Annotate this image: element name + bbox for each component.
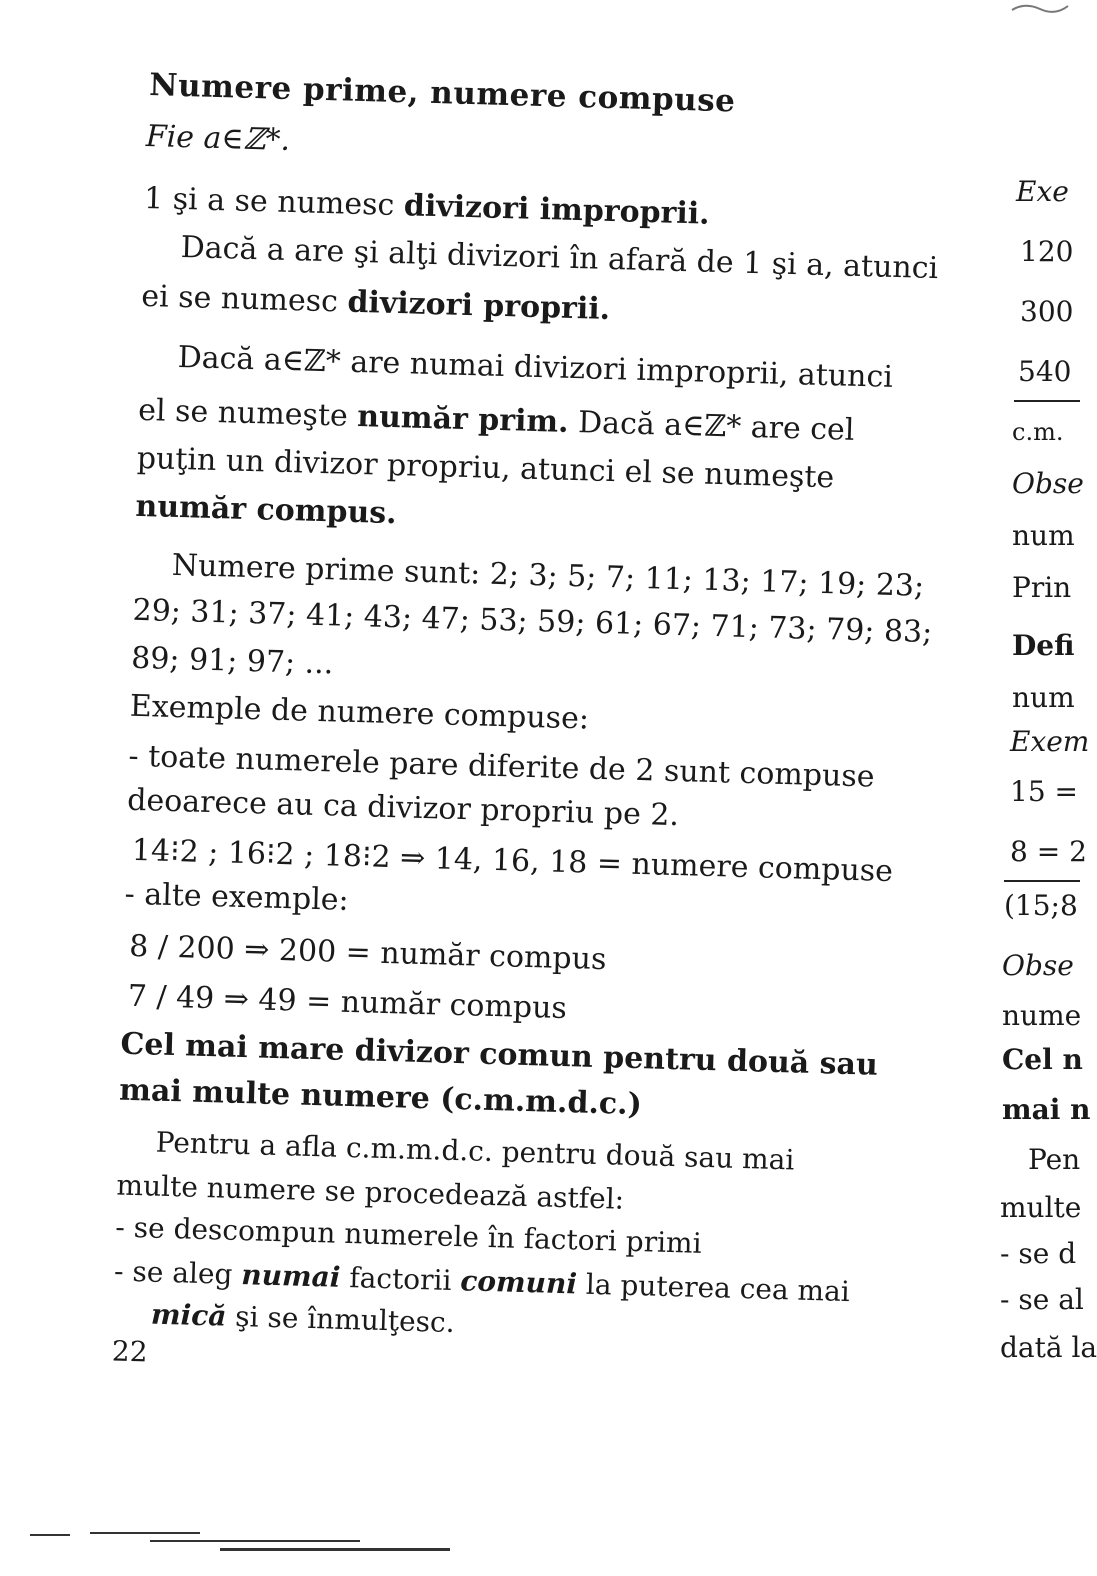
smudge-shape (1010, 0, 1070, 16)
gcd-step-2-cont: mică şi se înmulţesc. (150, 1297, 456, 1340)
page-number: 22 (111, 1334, 149, 1369)
section-title: Numere prime, numere compuse (148, 67, 736, 120)
right-page-fragment (1000, 0, 1097, 1576)
right-line: Prin (1012, 571, 1072, 604)
right-line: Obse (1012, 467, 1084, 500)
right-line: Defi (1012, 629, 1075, 662)
gcd-step-1: - se descompun numerele în factori primi (114, 1210, 702, 1260)
example-200: 8 / 200 ⇒ 200 = număr compus (128, 928, 607, 978)
proper-divisors-term: divizori proprii. (346, 284, 611, 327)
prime-number-term: număr prim. (356, 398, 570, 440)
sum-rule (1014, 400, 1080, 402)
edge-mark (90, 1532, 200, 1534)
proper-divisors-text: Dacă a are şi alţi divizori în afară de 1 şi a, atunci (180, 229, 939, 287)
even-numbers-text: - toate numerele pare diferite de 2 sunt compuse (128, 738, 876, 795)
emphasis-only: numai (240, 1258, 341, 1294)
right-line: Obse (1002, 949, 1074, 982)
right-line: 120 (1020, 235, 1074, 268)
prime-definition-text-2: el se numeşte număr prim. Dacă a∈ℤ* are cel (137, 392, 855, 448)
other-examples-label: - alte exemple: (124, 876, 350, 918)
left-page (111, 60, 983, 1369)
composite-number-term: număr compus. (135, 488, 398, 532)
right-line: Cel n (1002, 1043, 1083, 1076)
example-49: 7 / 49 ⇒ 49 = număr compus (127, 978, 568, 1027)
improper-divisors-text: 1 şi a se numesc divizori improprii. (143, 180, 711, 232)
right-line: 15 = (1010, 775, 1078, 808)
prime-definition-text: Dacă a∈ℤ* are numai divizori improprii, atunci (177, 339, 894, 395)
primes-list-1: Numere prime sunt: 2; 3; 5; 7; 11; 13; 17; 19; 23; (171, 547, 925, 604)
right-line: Pen (1028, 1143, 1081, 1176)
right-line: multe (1000, 1191, 1082, 1224)
examples-heading: Exemple de numere compuse: (129, 688, 590, 737)
improper-divisors-term: divizori improprii. (403, 188, 711, 232)
right-line: dată la (1000, 1331, 1097, 1364)
right-line: num (1012, 681, 1075, 714)
right-line: - se al (1000, 1283, 1084, 1316)
intro-text: Fie a∈ℤ*. (145, 118, 291, 158)
edge-mark (30, 1534, 70, 1536)
right-line: 300 (1020, 295, 1074, 328)
gcd-step-2: - se aleg numai factorii comuni la puterea cea mai (113, 1254, 851, 1309)
composite-definition-text: puţin un divizor propriu, atunci el se numeşte (136, 440, 835, 496)
scan-smudge (1010, 0, 1070, 20)
gcd-text-2: multe numere se procedează astfel: (116, 1168, 625, 1216)
right-line: c.m. (1012, 418, 1064, 446)
even-numbers-text-2: deoarece au ca divizor propriu pe 2. (126, 782, 680, 834)
gcd-rule (1004, 880, 1080, 882)
right-line: - se d (1000, 1237, 1077, 1270)
emphasis-common: comuni (459, 1264, 578, 1301)
proper-divisors-text-2: ei se numesc divizori proprii. (140, 278, 611, 327)
right-line: 8 = 2 (1010, 835, 1087, 868)
right-line: mai n (1002, 1093, 1091, 1126)
scan-edge-marks (30, 1528, 460, 1558)
gcd-heading-2: mai multe numere (c.m.m.d.c.) (118, 1072, 643, 1123)
right-line: (15;8 (1004, 889, 1078, 922)
right-line: nume (1002, 999, 1082, 1032)
even-numbers-example: 14⁝2 ; 16⁝2 ; 18⁝2 ⇒ 14, 16, 18 = numere compuse (131, 832, 894, 890)
emphasis-smallest: mică (150, 1297, 227, 1333)
right-line: 540 (1018, 355, 1072, 388)
edge-mark (150, 1540, 360, 1542)
gcd-heading: Cel mai mare divizor comun pentru două sau (120, 1026, 879, 1083)
gcd-text: Pentru a afla c.m.m.d.c. pentru două sau mai (155, 1125, 795, 1177)
right-line: num (1012, 519, 1075, 552)
primes-list-3: 89; 91; 97; ... (130, 640, 334, 682)
primes-list-2: 29; 31; 37; 41; 43; 47; 53; 59; 61; 67; 71; 73; 79; 83; (132, 592, 933, 651)
right-line: Exe (1016, 175, 1069, 208)
right-line: Exem (1010, 725, 1090, 758)
edge-mark (220, 1548, 450, 1551)
